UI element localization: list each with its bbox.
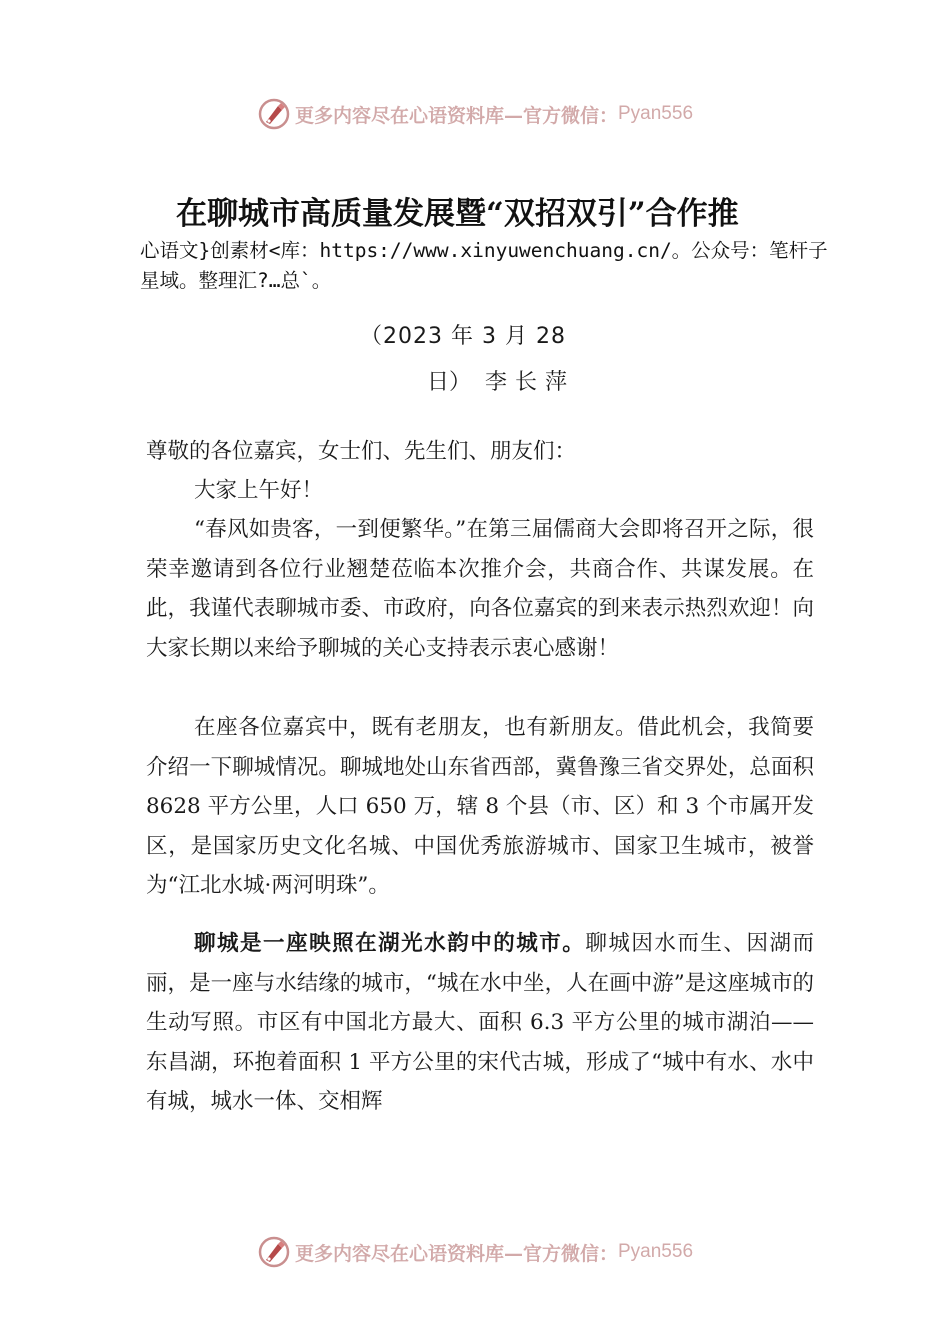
banner-text: 更多内容尽在心语资料库—官方微信： bbox=[294, 1242, 618, 1265]
author-name: 李长萍 bbox=[485, 370, 576, 395]
date-author-line bbox=[427, 365, 575, 396]
document-title: 在聊城市高质量发展暨“双招双引”合作推 bbox=[176, 196, 739, 232]
paragraph-2: “春风如贵客，一到便繁华。”在第三届儒商大会即将召开之际，很荣幸邀请到各位行业翘楚莅临本次推介会，共商合作、共谋发展。在此，我谨代表聊城市委、市政府，向各位嘉宾的到来表示热烈欢迎！向大家长期以来给予聊城的关心支持表示衷心感谢！ bbox=[146, 517, 814, 661]
pen-nib-logo-icon bbox=[257, 1235, 291, 1269]
paragraph-4 bbox=[146, 924, 814, 1122]
banner-text: 更多内容尽在心语资料库—官方微信： bbox=[294, 104, 618, 127]
greeting: 尊敬的各位嘉宾，女士们、先生们、朋友们： bbox=[146, 439, 577, 464]
watermark-line: 心语文}创素材<库：https://www.xinyuwenchuang.cn/。公众号：笔杆子星域。整理汇?…总`。 bbox=[140, 239, 828, 292]
paragraph-4-body: 聊城因水而生、因湖而丽，是一座与水结缘的城市，“城在水中坐，人在画中游”是这座城市的生动写照。市区有中国北方最大、面积 6.3 平方公里的城市湖泊——东昌湖，环抱着面积 1 平方公里的宋代古城，形成了“城中有水、水中有城，城水一体、交相辉 bbox=[146, 931, 814, 1114]
paragraph-1: 大家上午好！ bbox=[194, 478, 324, 503]
pen-nib-logo-icon bbox=[257, 97, 291, 131]
date-suffix: 日） bbox=[427, 370, 472, 395]
banner-wechat-id: Pyan556 bbox=[618, 1241, 694, 1262]
header-banner bbox=[0, 94, 950, 134]
date-line: （2023 年 3 月 28 bbox=[360, 324, 566, 349]
paragraph-4-lead: 聊城是一座映照在湖光水韵中的城市。 bbox=[194, 931, 586, 956]
footer-banner bbox=[0, 1232, 950, 1272]
banner-wechat-id: Pyan556 bbox=[618, 103, 694, 124]
paragraph-3: 在座各位嘉宾中，既有老朋友，也有新朋友。借此机会，我简要介绍一下聊城情况。聊城地处山东省西部，冀鲁豫三省交界处，总面积 8628 平方公里，人口 650 万，辖 8 个县（市、区）和 3 个市属开发区，是国家历史文化名城、中国优秀旅游城市、国家卫生城市，被誉为“江北水城·两河明珠”。 bbox=[146, 715, 814, 898]
